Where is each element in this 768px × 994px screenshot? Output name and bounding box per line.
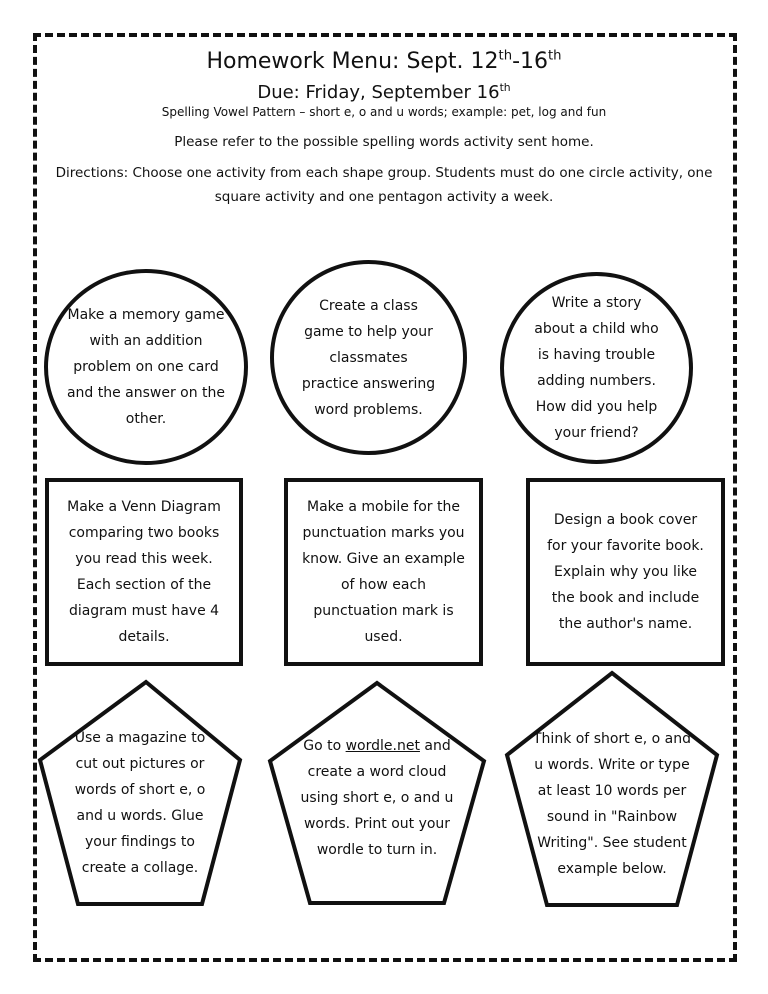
circle-activity-2-text: Create a class game to help your classmates practice answering word problems. — [301, 297, 436, 418]
pentagon-activity-1 — [36, 678, 244, 908]
title-superscript-2: th — [548, 48, 562, 64]
header — [40, 48, 728, 209]
page-title — [40, 48, 728, 76]
title-superscript: th — [498, 48, 513, 64]
square-activity-3-text: Design a book cover for your favorite book. Explain why you like the book and include the author's name. — [547, 512, 704, 632]
pentagon-activity-2-text-pre: Go to — [303, 738, 346, 754]
square-activity-3 — [526, 478, 725, 666]
square-activity-1-text: Make a Venn Diagram comparing two books you read this week. Each section of the diagram must have 4 details. — [67, 499, 221, 645]
title-end-date: -16 — [512, 49, 549, 74]
pentagon-activity-2 — [266, 679, 488, 907]
pentagon-activity-2-text-post: and create a word cloud using short e, o and u words. Print out your wordle to turn in. — [300, 738, 454, 858]
directions: Directions: Choose one activity from each shape group. Students must do one circle activity, one square activity and one pentagon activity a week. — [55, 165, 713, 205]
spelling-pattern: Spelling Vowel Pattern – short e, o and u words; example: pet, log and fun — [161, 105, 607, 119]
due-superscript: th — [499, 81, 511, 94]
pentagon-activity-3-text: Think of short e, o and u words. Write or type at least 10 words per sound in "Rainbow Writing". See student example below. — [533, 731, 691, 877]
square-activity-2-text: Make a mobile for the punctuation marks you know. Give an example of how each punctuation mark is used. — [302, 499, 465, 645]
square-activity-2 — [284, 478, 483, 666]
circle-activity-1-text: Make a memory game with an addition problem on one card and the answer on the other. — [66, 307, 226, 427]
pentagon-activity-1-text: Use a magazine to cut out pictures or words of short e, o and u words. Glue your findings to create a collage. — [74, 730, 206, 876]
square-activity-1 — [45, 478, 243, 666]
circle-activity-2 — [270, 260, 467, 455]
circle-activity-3 — [500, 272, 693, 464]
wordle-link[interactable]: wordle.net — [345, 738, 420, 754]
refer-note: Please refer to the possible spelling words activity sent home. — [174, 134, 594, 150]
pentagon-activity-3 — [503, 669, 721, 909]
due-text: Due: Friday, September 16 — [257, 82, 500, 103]
due-date — [40, 82, 728, 104]
circle-activity-3-text: Write a story about a child who is having trouble adding numbers. How did you help your friend? — [534, 295, 659, 441]
pentagon-activity-2-text — [296, 733, 458, 863]
circle-activity-1 — [44, 269, 248, 465]
title-text: Homework Menu: Sept. 12 — [206, 49, 499, 74]
